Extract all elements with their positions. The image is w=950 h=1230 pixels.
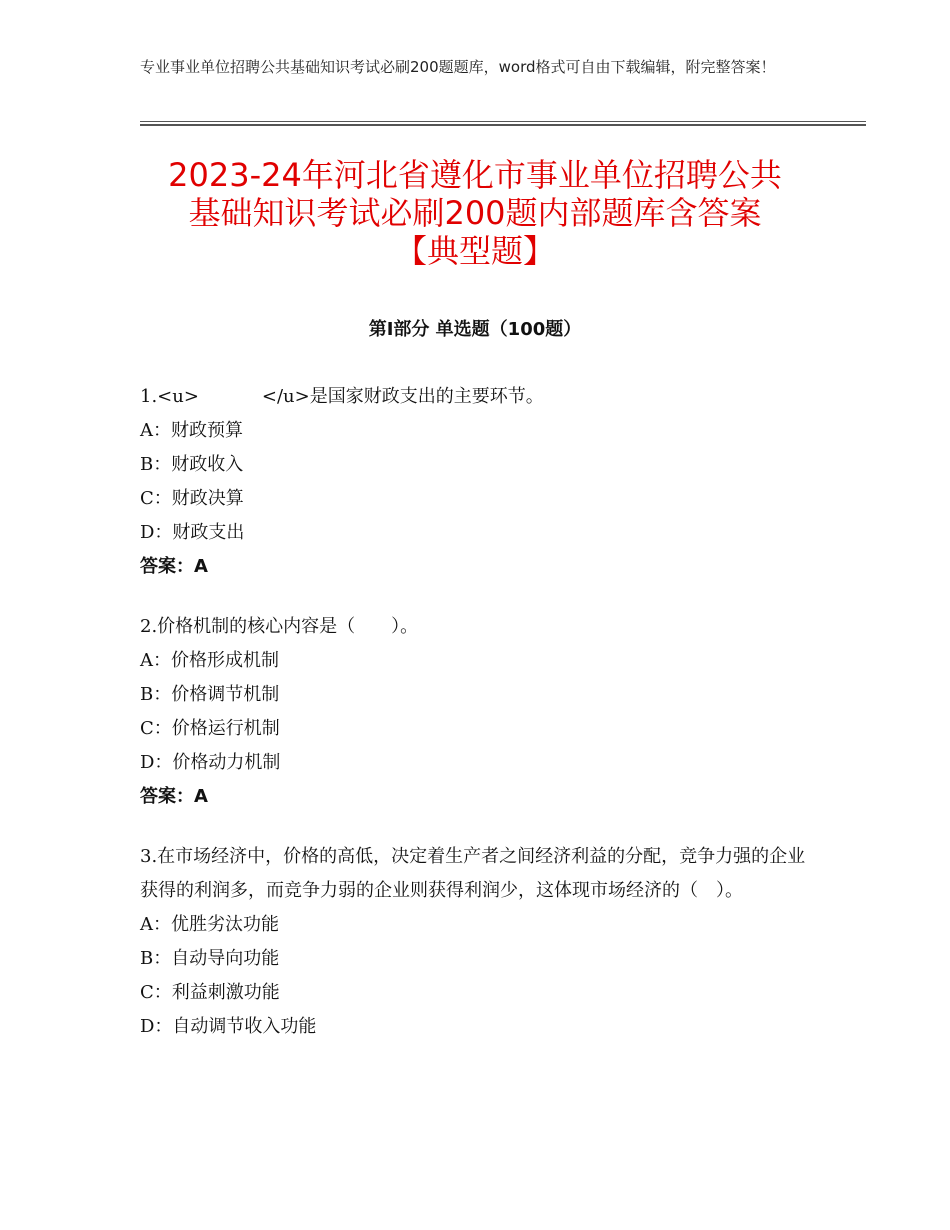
option-d: D：财政支出 xyxy=(140,522,245,543)
question-stem: 1.<u> </u>是国家财政支出的主要环节。 xyxy=(140,386,544,407)
question-list xyxy=(140,380,820,1070)
option-d: D：价格动力机制 xyxy=(140,752,281,773)
question-stem: 3.在市场经济中，价格的高低，决定着生产者之间经济利益的分配，竞争力强的企业获得的利润多，而竞争力弱的企业则获得利润少，这体现市场经济的（ ）。 xyxy=(140,846,806,901)
answer: 答案：A xyxy=(140,786,208,807)
option-c: C：财政决算 xyxy=(140,488,244,509)
question-stem: 2.价格机制的核心内容是（ ）。 xyxy=(140,616,419,637)
question-2 xyxy=(140,610,820,814)
option-c: C：利益刺激功能 xyxy=(140,982,280,1003)
title-line: 2023-24年河北省遵化市事业单位招聘公共 xyxy=(168,156,782,194)
title-line: 【典型题】 xyxy=(394,232,555,270)
option-c: C：价格运行机制 xyxy=(140,718,280,739)
option-b: B：自动导向功能 xyxy=(140,948,280,969)
option-b: B：价格调节机制 xyxy=(140,684,280,705)
title-line: 基础知识考试必刷200题内部题库含答案 xyxy=(188,194,762,232)
answer: 答案：A xyxy=(140,556,208,577)
option-b: B：财政收入 xyxy=(140,454,244,475)
header-divider xyxy=(140,121,866,122)
option-a: A：价格形成机制 xyxy=(140,650,279,671)
option-a: A：优胜劣汰功能 xyxy=(140,914,279,935)
question-1 xyxy=(140,380,820,584)
option-a: A：财政预算 xyxy=(140,420,243,441)
header-divider-thick xyxy=(140,124,866,126)
document-title xyxy=(120,156,830,270)
question-3 xyxy=(140,840,820,1044)
header-note: 专业事业单位招聘公共基础知识考试必刷200题题库，word格式可自由下载编辑，附完整答案！ xyxy=(140,58,776,76)
section-title: 第Ⅰ部分 单选题（100题） xyxy=(368,319,582,340)
option-d: D：自动调节收入功能 xyxy=(140,1016,317,1037)
